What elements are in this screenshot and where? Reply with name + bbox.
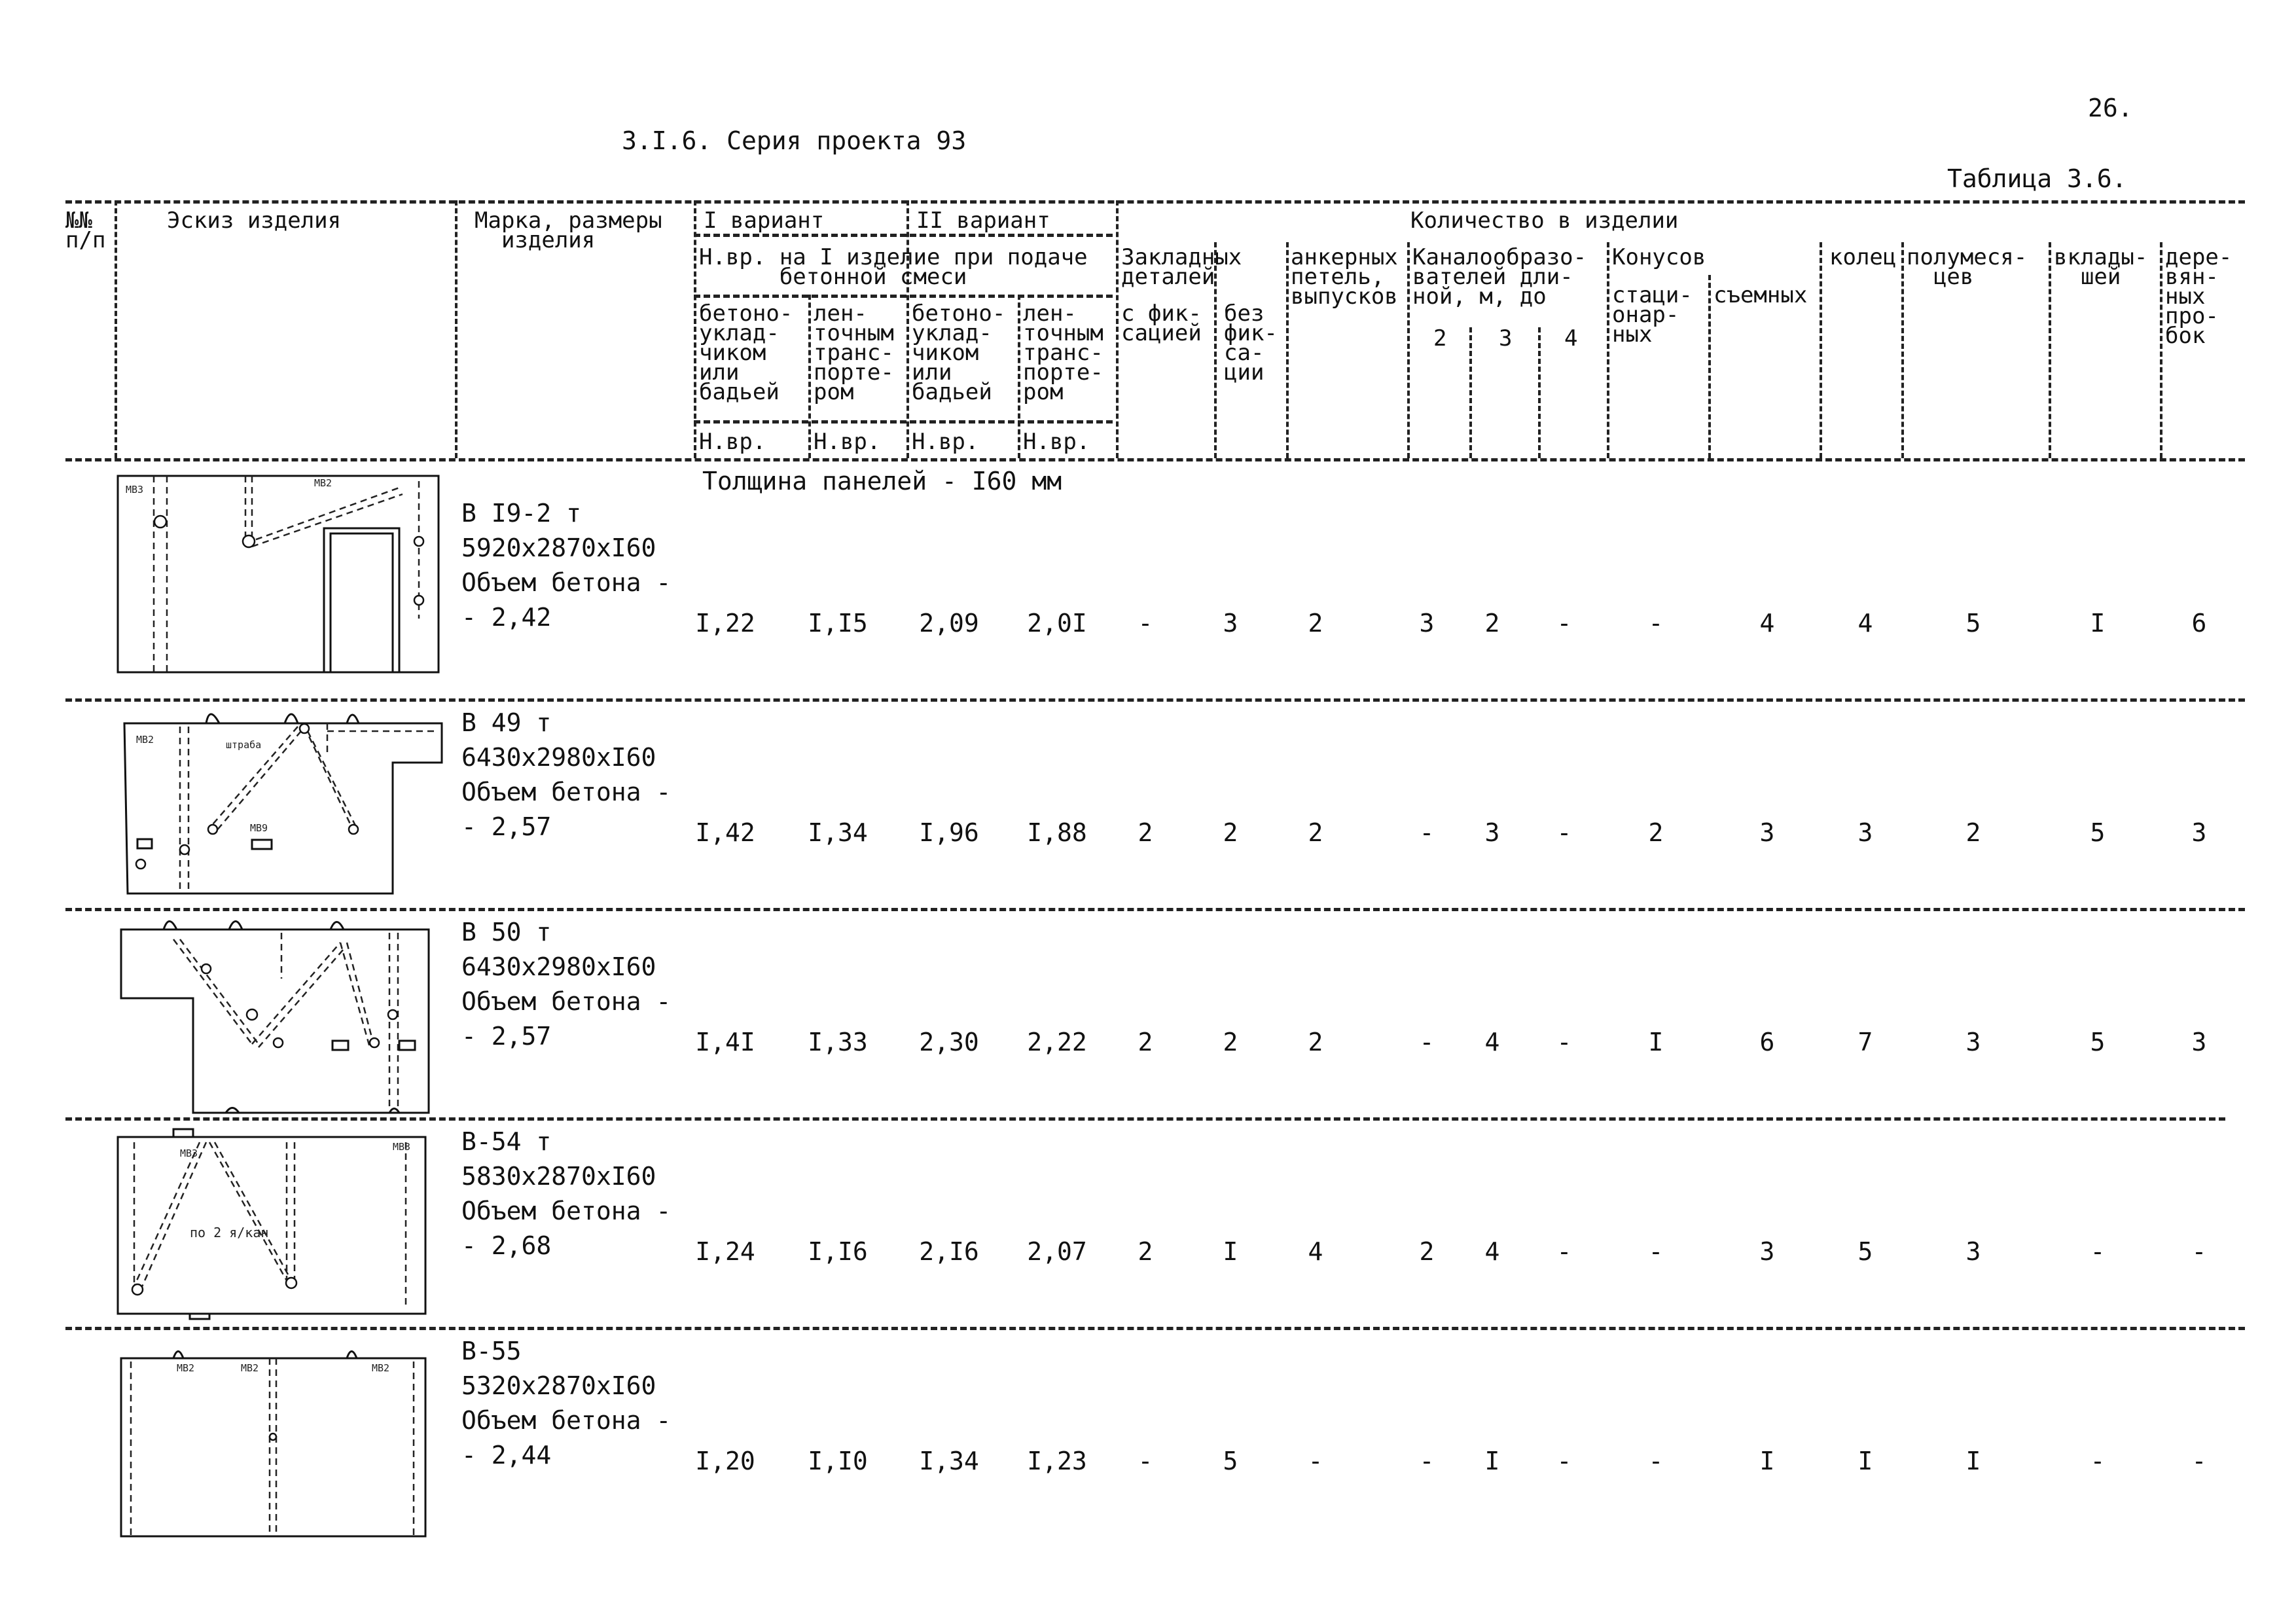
table-cell: I,88 bbox=[1027, 818, 1087, 847]
table-cell: 3 bbox=[1965, 1028, 1981, 1056]
header-variant-1: I вариант bbox=[704, 208, 825, 234]
header-cones-removable: съемных bbox=[1713, 282, 1808, 308]
header-v1-concrete-layer: бетоно- уклад- чиком или бадьей bbox=[699, 300, 793, 405]
table-cell: - bbox=[1308, 1447, 1323, 1475]
table-cell: 2 bbox=[1419, 1237, 1435, 1266]
row-separator-2 bbox=[65, 908, 2245, 911]
table-cell: - bbox=[1419, 818, 1435, 847]
table-cell: 4 bbox=[1759, 609, 1775, 638]
table-cell: 2,30 bbox=[919, 1028, 979, 1056]
table-cell: I,22 bbox=[695, 609, 755, 638]
header-quantity: Количество в изделии bbox=[1410, 208, 1679, 234]
table-cell: I,4I bbox=[695, 1028, 755, 1056]
table-cell: 2 bbox=[1138, 818, 1153, 847]
table-cell: 2,0I bbox=[1027, 609, 1087, 638]
table-cell: I bbox=[1965, 1447, 1981, 1475]
sketch-panel-v49 bbox=[111, 697, 452, 903]
header-rings: колец bbox=[1829, 244, 1897, 270]
table-cell: 5 bbox=[1857, 1237, 1873, 1266]
header-embedded-fixed: с фик- сацией bbox=[1121, 300, 1202, 346]
row-volume: - 2,68 bbox=[461, 1231, 552, 1260]
table-label: Таблица 3.6. bbox=[1947, 164, 2127, 193]
table-cell: 3 bbox=[1857, 818, 1873, 847]
header-inserts: вклады- шей bbox=[2054, 244, 2148, 290]
table-cell: I,I6 bbox=[808, 1237, 868, 1266]
row-dims: 5830х2870хI60 bbox=[461, 1162, 656, 1191]
table-cell: - bbox=[2191, 1447, 2207, 1475]
table-cell: 2,I6 bbox=[919, 1237, 979, 1266]
table-cell: 5 bbox=[1965, 609, 1981, 638]
table-cell: 5 bbox=[2090, 818, 2106, 847]
col-divider bbox=[1407, 242, 1410, 458]
table-cell: I,33 bbox=[808, 1028, 868, 1056]
table-cell: I,34 bbox=[808, 818, 868, 847]
header-embedded-unfixed: без фик- са- ции bbox=[1224, 300, 1278, 386]
header-halfmoons: полумеся- цев bbox=[1907, 244, 2028, 290]
header-mark: Марка, размеры изделия bbox=[475, 208, 662, 253]
table-cell: 4 bbox=[1857, 609, 1873, 638]
table-cell: I,I0 bbox=[808, 1447, 868, 1475]
header-hvr-caption: Н.вр. на I изделие при подаче бетонной смеси bbox=[699, 244, 1088, 290]
sketch-label: МВ2 bbox=[177, 1362, 195, 1374]
table-cell: 3 bbox=[1419, 609, 1435, 638]
table-cell: 2,07 bbox=[1027, 1237, 1087, 1266]
sketch-label: МВ2 bbox=[136, 734, 154, 746]
sketch-label: МВ3 bbox=[393, 1141, 411, 1153]
header-hvr-unit: Н.вр. bbox=[814, 429, 881, 455]
table-cell: 5 bbox=[2090, 1028, 2106, 1056]
table-cell: - bbox=[1556, 1028, 1572, 1056]
header-channel-3: 3 bbox=[1499, 325, 1513, 352]
header-channel-formers: Каналообразо- вателей дли- ной, м, до bbox=[1412, 244, 1587, 310]
table-cell: I bbox=[1223, 1237, 1238, 1266]
header-hvr-unit: Н.вр. bbox=[699, 429, 766, 455]
header-v1-conveyor: лен- точным транс- порте- ром bbox=[814, 300, 894, 405]
table-cell: I,20 bbox=[695, 1447, 755, 1475]
header-v2-concrete-layer: бетоно- уклад- чиком или бадьей bbox=[912, 300, 1006, 405]
row-volume: - 2,57 bbox=[461, 812, 552, 841]
section-title: 3.I.6. Серия проекта 93 bbox=[622, 126, 967, 155]
hvr-caption-rule bbox=[694, 295, 1113, 298]
col-divider bbox=[1901, 242, 1904, 458]
table-cell: - bbox=[1556, 1237, 1572, 1266]
row-1-mark-block bbox=[461, 496, 671, 635]
col-divider bbox=[1708, 275, 1711, 458]
sketch-label: МВ3 bbox=[126, 484, 144, 496]
col-divider bbox=[1607, 242, 1609, 458]
table-cell: 2 bbox=[1965, 818, 1981, 847]
table-cell: 2 bbox=[1223, 818, 1238, 847]
table-cell: 4 bbox=[1484, 1028, 1500, 1056]
table-cell: 4 bbox=[1308, 1237, 1323, 1266]
header-sketch: Эскиз изделия bbox=[167, 208, 342, 234]
hvr-unit-rule bbox=[694, 420, 1113, 424]
col-divider bbox=[1469, 327, 1472, 458]
table-cell: I bbox=[1648, 1028, 1664, 1056]
table-cell: 6 bbox=[2191, 609, 2207, 638]
col-divider bbox=[1286, 242, 1289, 458]
table-cell: 3 bbox=[1759, 818, 1775, 847]
row-volume-label: Объем бетона - bbox=[461, 1197, 672, 1225]
row-volume-label: Объем бетона - bbox=[461, 568, 672, 597]
table-cell: 3 bbox=[1759, 1237, 1775, 1266]
row-volume: - 2,44 bbox=[461, 1441, 552, 1470]
header-anchor: анкерных петель, выпусков bbox=[1291, 244, 1398, 310]
sketch-label: по 2 я/кан bbox=[190, 1225, 269, 1240]
sketch-label: МВ2 bbox=[372, 1362, 390, 1374]
table-cell: I bbox=[1484, 1447, 1500, 1475]
col-divider bbox=[694, 200, 696, 458]
table-cell: 2,09 bbox=[919, 609, 979, 638]
table-cell: I,I5 bbox=[808, 609, 868, 638]
row-mark: В I9-2 т bbox=[461, 499, 582, 528]
header-number: №№ п/п bbox=[65, 208, 106, 253]
row-5-mark-block bbox=[461, 1334, 671, 1473]
table-cell: 3 bbox=[2191, 1028, 2207, 1056]
table-cell: - bbox=[1648, 1237, 1664, 1266]
col-divider bbox=[1116, 200, 1119, 458]
header-wooden-plugs: дере- вян- ных про- бок bbox=[2165, 244, 2233, 349]
table-cell: 2 bbox=[1138, 1028, 1153, 1056]
header-bottom-rule bbox=[65, 458, 2245, 461]
sketch-panel-v19 bbox=[111, 468, 445, 681]
row-mark: В-55 bbox=[461, 1337, 522, 1365]
header-v2-conveyor: лен- точным транс- порте- ром bbox=[1023, 300, 1103, 405]
table-cell: 2 bbox=[1648, 818, 1664, 847]
table-cell: - bbox=[1419, 1447, 1435, 1475]
row-dims: 6430х2980хI60 bbox=[461, 743, 656, 772]
table-cell: 2 bbox=[1484, 609, 1500, 638]
sketch-panel-v55 bbox=[118, 1335, 432, 1542]
table-cell: - bbox=[2090, 1237, 2106, 1266]
table-cell: - bbox=[2191, 1237, 2207, 1266]
table-cell: 7 bbox=[1857, 1028, 1873, 1056]
sketch-label: штраба bbox=[226, 739, 262, 751]
sketch-label: МВ3 bbox=[180, 1147, 198, 1159]
table-cell: I,42 bbox=[695, 818, 755, 847]
sketch-label: МВ2 bbox=[314, 477, 332, 489]
table-cell: 3 bbox=[1484, 818, 1500, 847]
variant-header-rule bbox=[694, 234, 1113, 237]
table-cell: 4 bbox=[1484, 1237, 1500, 1266]
table-cell: 2 bbox=[1138, 1237, 1153, 1266]
table-cell: - bbox=[1648, 609, 1664, 638]
table-cell: I,24 bbox=[695, 1237, 755, 1266]
table-cell: - bbox=[1138, 1447, 1153, 1475]
row-volume-label: Объем бетона - bbox=[461, 1406, 672, 1435]
sketch-panel-v50 bbox=[118, 913, 439, 1119]
table-cell: 2 bbox=[1223, 1028, 1238, 1056]
row-3-mark-block bbox=[461, 915, 671, 1054]
table-cell: I,23 bbox=[1027, 1447, 1087, 1475]
header-hvr-unit: Н.вр. bbox=[912, 429, 979, 455]
col-divider bbox=[2160, 242, 2162, 458]
table-cell: 2,22 bbox=[1027, 1028, 1087, 1056]
header-cones: Конусов bbox=[1612, 244, 1706, 270]
table-cell: - bbox=[1556, 609, 1572, 638]
col-divider bbox=[1538, 327, 1541, 458]
col-divider bbox=[1820, 242, 1822, 458]
col-divider bbox=[115, 200, 117, 458]
header-channel-4: 4 bbox=[1564, 325, 1578, 352]
table-cell: 2 bbox=[1308, 1028, 1323, 1056]
row-volume: - 2,42 bbox=[461, 603, 552, 632]
header-cones-stationary: стаци- онар- ных bbox=[1612, 282, 1693, 348]
row-dims: 5320х2870хI60 bbox=[461, 1371, 656, 1400]
table-cell: 3 bbox=[2191, 818, 2207, 847]
sketch-label: МВ2 bbox=[241, 1362, 259, 1374]
row-mark: В-54 т bbox=[461, 1127, 552, 1156]
table-cell: I bbox=[1857, 1447, 1873, 1475]
header-channel-2: 2 bbox=[1433, 325, 1447, 352]
table-cell: I bbox=[2090, 609, 2106, 638]
table-cell: 5 bbox=[1223, 1447, 1238, 1475]
row-separator-4 bbox=[65, 1327, 2245, 1330]
table-cell: - bbox=[1419, 1028, 1435, 1056]
sketch-label: МВ9 bbox=[250, 822, 268, 834]
table-top-rule bbox=[65, 200, 2245, 204]
header-embedded: Закладных деталей bbox=[1121, 244, 1242, 290]
table-cell: I bbox=[1759, 1447, 1775, 1475]
row-mark: В 49 т bbox=[461, 708, 552, 737]
table-cell: I,96 bbox=[919, 818, 979, 847]
row-dims: 5920х2870хI60 bbox=[461, 533, 656, 562]
row-volume: - 2,57 bbox=[461, 1022, 552, 1051]
table-cell: 2 bbox=[1308, 609, 1323, 638]
thickness-note: Толщина панелей - I60 мм bbox=[702, 467, 1062, 496]
table-cell: I,34 bbox=[919, 1447, 979, 1475]
col-divider bbox=[2049, 242, 2051, 458]
table-cell: 3 bbox=[1223, 609, 1238, 638]
row-volume-label: Объем бетона - bbox=[461, 987, 672, 1016]
table-cell: - bbox=[1648, 1447, 1664, 1475]
row-2-mark-block bbox=[461, 706, 671, 844]
row-4-mark-block bbox=[461, 1125, 671, 1263]
col-divider bbox=[1018, 295, 1020, 458]
row-volume-label: Объем бетона - bbox=[461, 778, 672, 806]
table-cell: - bbox=[1138, 609, 1153, 638]
row-mark: В 50 т bbox=[461, 918, 552, 947]
col-divider bbox=[455, 200, 457, 458]
col-divider bbox=[906, 200, 909, 458]
row-dims: 6430х2980хI60 bbox=[461, 952, 656, 981]
table-cell: 6 bbox=[1759, 1028, 1775, 1056]
page-number: 26. bbox=[2088, 94, 2133, 122]
header-variant-2: II вариант bbox=[916, 208, 1050, 234]
table-cell: 2 bbox=[1308, 818, 1323, 847]
table-cell: - bbox=[1556, 818, 1572, 847]
table-cell: 3 bbox=[1965, 1237, 1981, 1266]
table-cell: - bbox=[1556, 1447, 1572, 1475]
header-hvr-unit: Н.вр. bbox=[1023, 429, 1090, 455]
table-cell: - bbox=[2090, 1447, 2106, 1475]
sketch-panel-v54 bbox=[111, 1123, 432, 1326]
col-divider bbox=[808, 295, 811, 458]
